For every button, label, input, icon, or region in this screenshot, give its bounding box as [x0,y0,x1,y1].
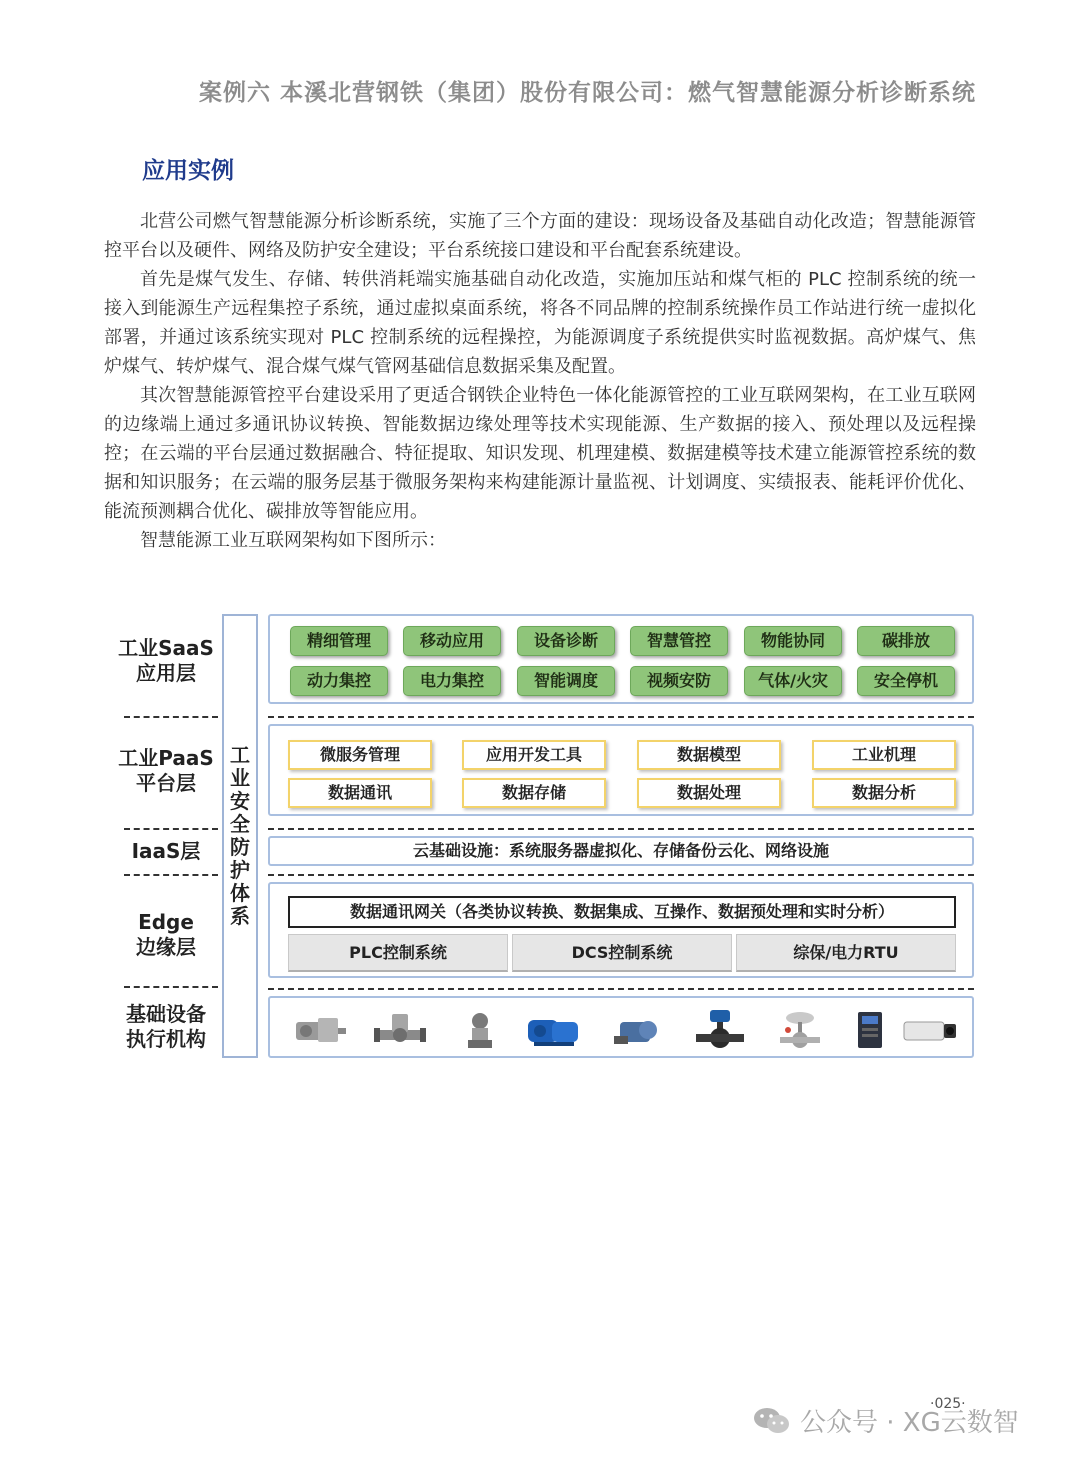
saas-app-button[interactable]: 智慧管控 [630,626,728,656]
camera-icon [900,1010,960,1050]
paas-item: 数据存储 [462,778,606,808]
paas-panel [268,724,974,816]
layer-label-saas: 工业SaaS 应用层 [118,636,214,685]
section-title: 应用实例 [142,158,234,184]
iaas-text: 云基础设施：系统服务器虚拟化、存储备份云化、网络设施 [412,841,829,860]
page-number: ·025· [930,1396,966,1412]
edge-system-plc: PLC控制系统 [288,934,508,972]
security-system-label: 工业安全防护体系 [230,743,250,928]
body-text [104,207,976,555]
saas-app-button[interactable]: 安全停机 [857,666,955,696]
saas-app-button[interactable]: 碳排放 [857,626,955,656]
saas-app-button[interactable]: 物能协同 [744,626,842,656]
gear-motor-icon [288,1010,348,1050]
iaas-panel [268,836,974,866]
layer-separator [124,986,218,988]
layer-label-edge: Edge 边缘层 [136,910,196,959]
edge-system-rtu: 综保/电力RTU [736,934,956,972]
document-header-title: 案例六 本溪北营钢铁（集团）股份有限公司：燃气智慧能源分析诊断系统 [198,80,976,106]
frequency-inverter-icon [840,1010,900,1050]
layer-label-iaas: IaaS层 [131,839,201,863]
paragraph-4: 智慧能源工业互联网架构如下图所示： [140,530,446,551]
ball-valve-icon [690,1010,750,1050]
layer-label-paas: 工业PaaS 平台层 [118,746,214,795]
edge-panel [268,882,974,978]
panel-separator [268,716,974,718]
saas-app-button[interactable]: 设备诊断 [517,626,615,656]
layer-separator [124,716,218,718]
data-gateway-box: 数据通讯网关（各类协议转换、数据集成、互操作、数据预处理和实时分析） [288,896,956,928]
saas-panel [268,614,974,704]
blue-motor-icon [524,1010,584,1050]
paragraph-3: 其次智慧能源管控平台建设采用了更适合钢铁企业特色一体化能源管控的工业互联网架构，在工业互联网的边缘端上通过多通讯协议转换、智能数据边缘处理等技术实现能源、生产数据的接入、预处理以及远程操控；在云端的平台层通过数据融合、特征提取、知识发现、机理建模、数据建模等技术建立能源管控系统的数据和知识服务；在云端的服务层基于微服务架构来构建能源计量监视、计划调度、实绩报表、能耗评价优化、能流预测耦合优化、碳排放等智能应用。 [104,385,976,522]
saas-app-button[interactable]: 气体/火灾 [744,666,842,696]
paas-item: 应用开发工具 [462,740,606,770]
control-valve-icon [770,1010,830,1050]
pressure-transmitter-icon [450,1010,510,1050]
architecture-diagram [110,608,980,1063]
saas-app-button[interactable]: 智能调度 [517,666,615,696]
security-system-bar [222,614,258,1058]
paas-item: 数据模型 [637,740,781,770]
paas-item: 微服务管理 [288,740,432,770]
panel-separator [268,874,974,876]
paas-item: 工业机理 [812,740,956,770]
saas-app-button[interactable]: 移动应用 [403,626,501,656]
paas-item: 数据分析 [812,778,956,808]
panel-separator [268,828,974,830]
wechat-icon [752,1405,792,1437]
valve-actuator-icon [370,1010,430,1050]
paragraph-2: 首先是煤气发生、存储、转供消耗端实施基础自动化改造，实施加压站和煤气柜的 PLC 控制系统的统一接入到能源生产远程集控子系统，通过虚拟桌面系统，将各不同品牌的控制系统操作员工作站进行统一虚拟化部署，并通过该系统实现对 PLC 控制系统的远程操控，为能源调度子系统提供实时监视数据。高炉煤气、焦炉煤气、转炉煤气、混合煤气煤气管网基础信息数据采集及配置。 [104,269,976,377]
watermark-text: 公众号 · XG云数智 [800,1408,1019,1438]
devices-panel [268,996,974,1058]
layer-separator [124,874,218,876]
layer-label-base: 基础设备 执行机构 [126,1002,206,1051]
saas-app-button[interactable]: 精细管理 [290,626,388,656]
saas-app-button[interactable]: 视频安防 [630,666,728,696]
saas-app-button[interactable]: 动力集控 [290,666,388,696]
saas-app-button[interactable]: 电力集控 [403,666,501,696]
edge-system-dcs: DCS控制系统 [512,934,732,972]
layer-separator [124,828,218,830]
electric-actuator-icon [610,1010,670,1050]
paas-item: 数据通讯 [288,778,432,808]
wechat-watermark [752,1402,1019,1439]
paas-item: 数据处理 [637,778,781,808]
panel-separator [268,988,974,990]
paragraph-1: 北营公司燃气智慧能源分析诊断系统，实施了三个方面的建设：现场设备及基础自动化改造；智慧能源管控平台以及硬件、网络及防护安全建设；平台系统接口建设和平台配套系统建设。 [104,211,976,261]
